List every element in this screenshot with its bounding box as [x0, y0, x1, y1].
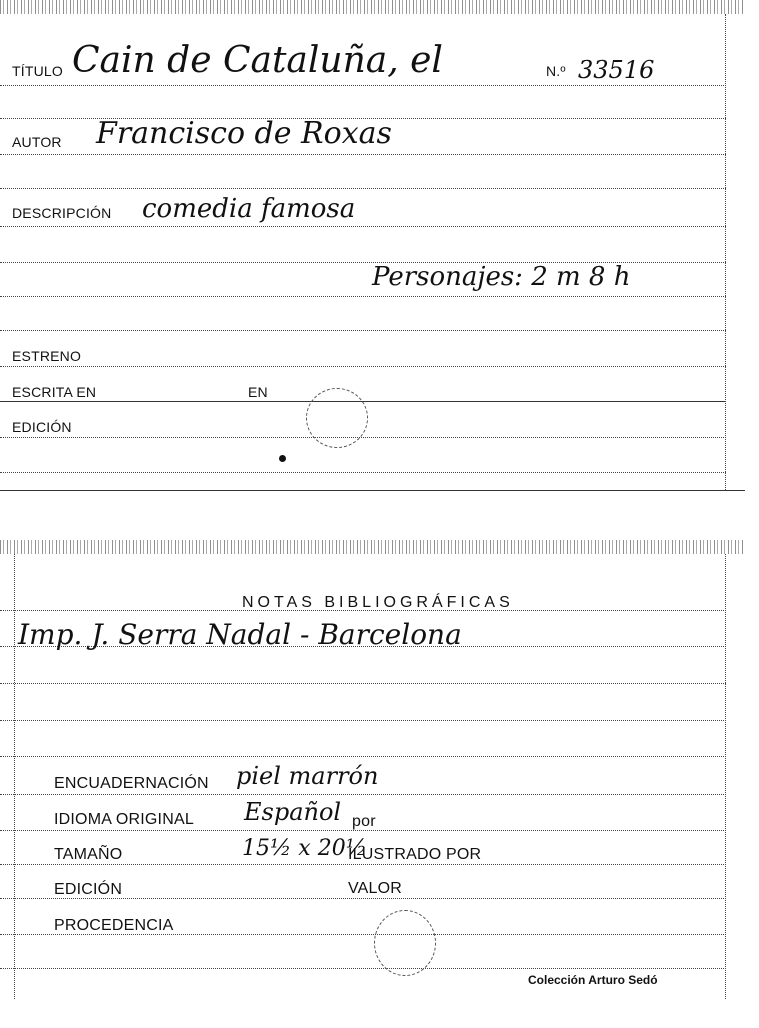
numero-label: N.º: [546, 63, 566, 79]
ruled-line: [0, 683, 726, 684]
titulo-value: Cain de Cataluña, el: [72, 40, 443, 81]
escrita-en-label: ESCRITA EN: [12, 384, 97, 400]
card-right-margin: [725, 14, 726, 490]
card-left-margin: [14, 554, 15, 999]
coleccion-imprint: Colección Arturo Sedó: [528, 973, 658, 987]
por-label: por: [352, 813, 376, 830]
tamano-label: TAMAÑO: [54, 846, 123, 863]
ruled-line: [0, 794, 726, 795]
ruled-line: [0, 437, 726, 438]
idioma-value: Español: [244, 798, 342, 826]
card-edge-speckle: [0, 540, 745, 554]
ruled-line: [0, 188, 726, 189]
ruled-line: [0, 366, 726, 367]
autor-label: AUTOR: [12, 134, 62, 150]
numero-value: 33516: [578, 56, 655, 84]
ruled-line: [0, 756, 726, 757]
descripcion-value: comedia famosa: [142, 194, 356, 224]
valor-label: VALOR: [348, 880, 403, 897]
notas-bibliograficas-heading: NOTAS BIBLIOGRÁFICAS: [242, 594, 514, 611]
procedencia-label: PROCEDENCIA: [54, 917, 174, 934]
ruled-line: [0, 226, 726, 227]
ruled-line: [0, 968, 726, 969]
personajes-value: Personajes: 2 m 8 h: [372, 262, 631, 292]
punch-hole: [374, 910, 436, 976]
card-right-margin: [725, 554, 726, 999]
idioma-label: IDIOMA ORIGINAL: [54, 811, 194, 828]
ruled-line: [0, 330, 726, 331]
ruled-line: [0, 720, 726, 721]
ink-dot: [279, 455, 286, 462]
encuadernacion-value: piel marrón: [236, 762, 379, 790]
catalog-card-top: [0, 0, 745, 492]
ilustrado-por-label: ILUSTRADO POR: [348, 846, 482, 863]
catalog-card-bottom: [0, 540, 745, 1010]
encuadernacion-label: ENCUADERNACIÓN: [54, 775, 209, 792]
edicion-label: EDICIÓN: [54, 881, 123, 898]
descripcion-label: DESCRIPCIÓN: [12, 205, 112, 221]
ruled-line: [0, 864, 726, 865]
autor-value: Francisco de Roxas: [96, 116, 392, 151]
ruled-line: [0, 296, 726, 297]
titulo-label: TÍTULO: [12, 63, 63, 79]
ruled-line: [0, 472, 726, 473]
imprenta-value: Imp. J. Serra Nadal - Barcelona: [18, 618, 462, 651]
edicion-label: EDICIÓN: [12, 419, 72, 435]
ruled-line: [0, 85, 726, 86]
punch-hole: [306, 388, 368, 448]
estreno-label: ESTRENO: [12, 348, 82, 364]
ruled-line: [0, 154, 726, 155]
card-edge-speckle: [0, 0, 745, 14]
en-label: EN: [248, 384, 268, 400]
card-bottom-edge: [0, 490, 745, 491]
tamano-value: 15½ x 20½: [242, 836, 368, 861]
